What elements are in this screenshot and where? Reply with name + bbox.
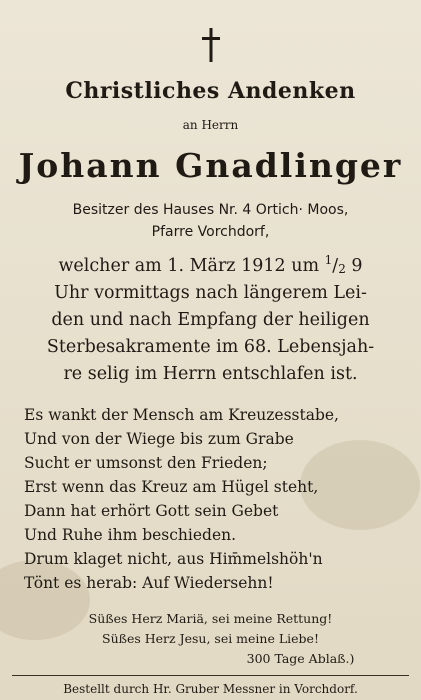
poem-line-2: Und von der Wiege bis zum Grabe: [24, 430, 294, 448]
body-line-5: re selig im Herrn entschlafen ist.: [63, 364, 358, 384]
body-line-1: welcher am 1. März 1912 um $^1$/2 9: [58, 253, 363, 276]
prayer-line-1: Süßes Herz Mariä, sei meine Rettung!: [88, 611, 333, 626]
time-fraction-denominator: 2: [338, 262, 346, 276]
poem-line-4: Erst wenn das Kreuz am Hügel steht,: [24, 478, 319, 496]
footer-printer-note: Bestellt durch Hr. Gruber Messner in Vorchdorf.: [63, 682, 358, 696]
paper-stain: [0, 560, 90, 640]
deceased-name: Johann Gnadlinger: [18, 146, 403, 185]
body-line-2: Uhr vormittags nach längerem Lei-: [54, 283, 367, 303]
time-fraction-numerator: 1: [324, 253, 333, 267]
time-hour: 9: [351, 256, 363, 276]
poem-line-3: Sucht er umsonst den Frieden;: [24, 454, 268, 472]
poem-line-5: Dann hat erhört Gott sein Gebet: [24, 502, 279, 520]
indulgence-line: 300 Tage Ablaß.): [246, 651, 355, 666]
body-line-1-text: welcher am 1. März 1912 um: [58, 256, 320, 276]
owner-line-2: Pfarre Vorchdorf,: [151, 224, 270, 240]
dedication-label: an Herrn: [182, 118, 239, 132]
poem-line-7: Drum klaget nicht, aus Him̄melshöh'n: [24, 550, 323, 568]
poem-line-1: Es wankt der Mensch am Kreuzesstabe,: [24, 406, 339, 424]
poem-line-8: Tönt es herab: Auf Wiedersehn!: [24, 574, 274, 592]
body-line-4: Sterbesakramente im 68. Lebensjah-: [46, 337, 375, 357]
prayer-line-2: Süßes Herz Jesu, sei meine Liebe!: [102, 631, 319, 646]
footer-divider: [12, 675, 409, 676]
owner-line-1: Besitzer des Hauses Nr. 4 Ortich· Moos,: [72, 202, 349, 218]
card-title: Christliches Andenken: [65, 78, 356, 104]
body-line-3: den und nach Empfang der heiligen: [51, 310, 370, 330]
poem-line-6: Und Ruhe ihm beschieden.: [24, 526, 237, 544]
cross-icon: [199, 26, 223, 66]
